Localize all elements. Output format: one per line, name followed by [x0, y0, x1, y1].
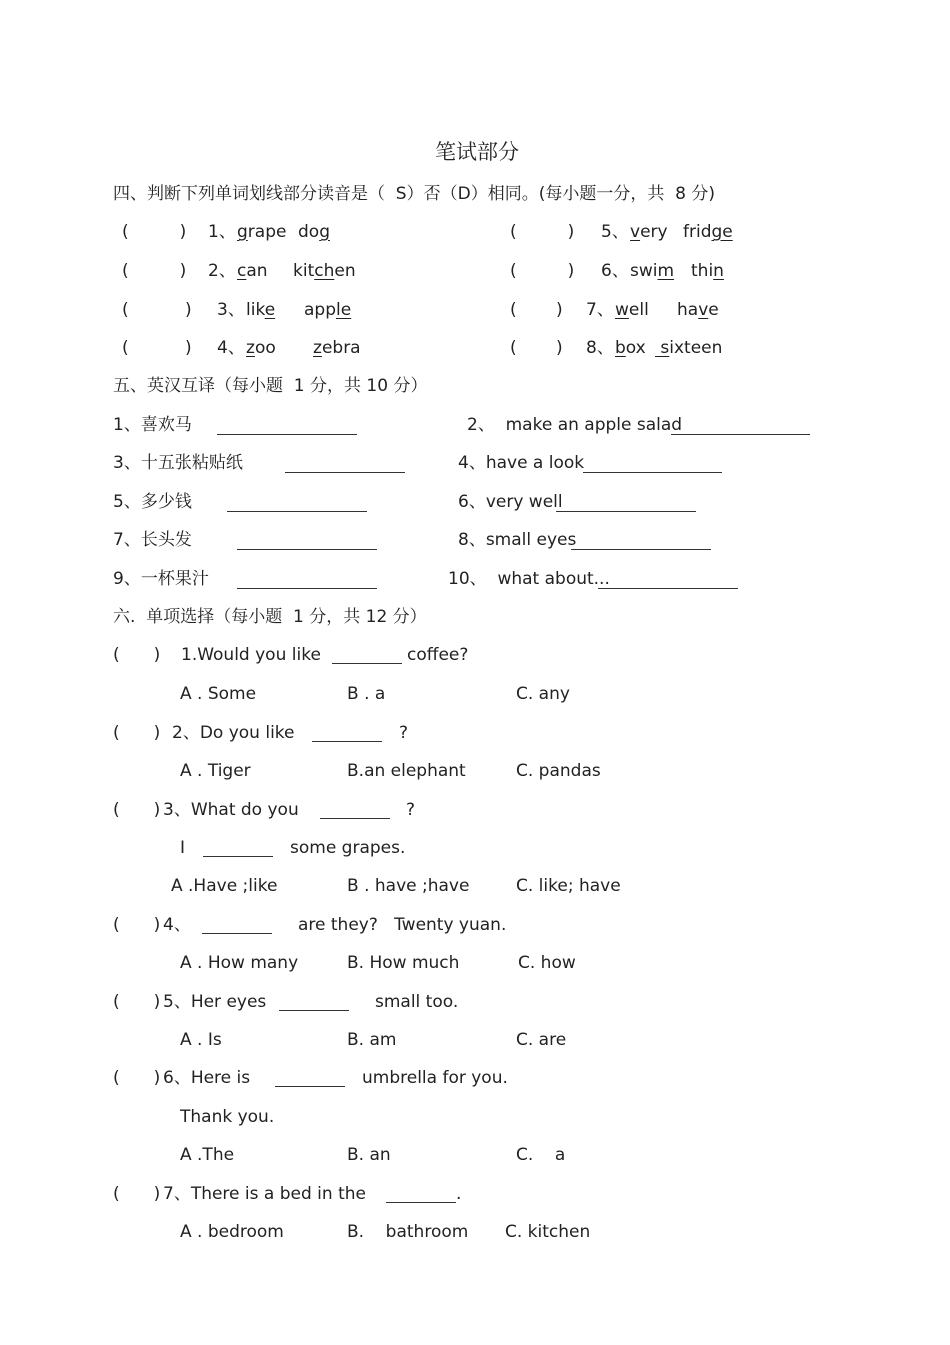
q2-blank	[312, 741, 382, 742]
q4-option-c[interactable]: C. how	[518, 953, 576, 973]
word-part: an	[246, 261, 268, 281]
underlined-letters: m	[657, 261, 675, 281]
judge-item-7-number: 7、	[586, 300, 614, 320]
section-6-heading: 六. 单项选择（每小题 1 分，共 12 分）	[113, 607, 427, 627]
q5-option-b[interactable]: B. am	[347, 1030, 397, 1050]
word-part: ixteen	[669, 338, 723, 358]
judge-item-6-word-1	[630, 261, 674, 281]
judge-item-6-paren[interactable]: ( )	[510, 261, 575, 281]
judge-item-3-word-1	[246, 300, 275, 320]
q7-stem: 7、There is a bed in the	[163, 1184, 366, 1204]
judge-item-4-paren[interactable]: ( )	[122, 338, 192, 358]
q4-stem: 4、	[163, 915, 191, 935]
translate-item-1: 1、喜欢马	[113, 415, 192, 435]
judge-item-1-word-1	[237, 222, 286, 242]
word-part: ox	[625, 338, 646, 358]
q5-blank	[279, 1010, 349, 1011]
judge-item-2-word-2	[293, 261, 356, 281]
q4-stem-end: are they? Twenty yuan.	[298, 915, 507, 935]
judge-item-2-number: 2、	[208, 261, 236, 281]
q1-option-a[interactable]: A . Some	[180, 684, 257, 704]
q3-option-b[interactable]: B . have ;have	[347, 876, 470, 896]
judge-item-7-word-2	[677, 300, 719, 320]
judge-item-3-paren[interactable]: ( )	[122, 300, 192, 320]
judge-item-5-number: 5、	[601, 222, 629, 242]
q3-line2-start: I	[180, 838, 186, 858]
q4-option-a[interactable]: A . How many	[180, 953, 299, 973]
underlined-letters: s	[655, 338, 670, 358]
word-part: en	[334, 261, 356, 281]
q5-stem: 5、Her eyes	[163, 992, 267, 1012]
answer-blank[interactable]	[571, 549, 711, 550]
q6-stem: 6、Here is	[163, 1068, 251, 1088]
answer-blank[interactable]	[237, 549, 377, 550]
word-part: kit	[293, 261, 315, 281]
judge-item-1-number: 1、	[208, 222, 236, 242]
q2-option-a[interactable]: A . Tiger	[180, 761, 251, 781]
q3-stem: 3、What do you	[163, 800, 299, 820]
q3-option-a[interactable]: A .Have ;like	[171, 876, 278, 896]
q1-option-b[interactable]: B . a	[347, 684, 386, 704]
q7-blank	[386, 1202, 456, 1203]
q3-blank-2	[203, 856, 273, 857]
answer-blank[interactable]	[583, 472, 722, 473]
q4-blank	[202, 933, 272, 934]
q6-blank	[275, 1086, 345, 1087]
translate-item-10: 10、 what about...	[448, 569, 610, 589]
word-part: swi	[630, 261, 658, 281]
underlined-letters: le	[336, 300, 352, 320]
underlined-letters: c	[237, 261, 247, 281]
q2-option-b[interactable]: B.an elephant	[347, 761, 466, 781]
judge-item-5-paren[interactable]: ( )	[510, 222, 575, 242]
answer-blank[interactable]	[556, 511, 696, 512]
q5-option-a[interactable]: A . Is	[180, 1030, 222, 1050]
q6-paren[interactable]: ( )	[113, 1068, 161, 1088]
q1-stem-end: coffee?	[407, 645, 469, 665]
judge-item-6-word-2	[691, 261, 724, 281]
answer-blank[interactable]	[671, 434, 810, 435]
judge-item-2-word-1	[237, 261, 268, 281]
judge-item-4-word-2	[313, 338, 361, 358]
translate-item-9: 9、一杯果汁	[113, 569, 209, 589]
word-part: e	[708, 300, 719, 320]
q2-stem: 2、Do you like	[172, 723, 295, 743]
q6-option-c[interactable]: C. a	[516, 1145, 566, 1165]
page-title: 笔试部分	[435, 140, 519, 164]
underlined-letters: e	[264, 300, 276, 320]
judge-item-8-word-1	[615, 338, 646, 358]
underlined-letters: n	[713, 261, 724, 281]
answer-blank[interactable]	[237, 588, 377, 589]
word-part: frid	[683, 222, 712, 242]
underlined-letters: b	[615, 338, 626, 358]
q3-stem-end: ?	[406, 800, 416, 820]
judge-item-3-word-2	[304, 300, 351, 320]
judge-item-2-paren[interactable]: ( )	[122, 261, 187, 281]
underlined-letters: v	[630, 222, 641, 242]
judge-item-4-word-1	[246, 338, 276, 358]
judge-item-6-number: 6、	[601, 261, 629, 281]
word-part: thi	[691, 261, 714, 281]
underlined-letters: z	[313, 338, 322, 358]
judge-item-5-word-1	[630, 222, 668, 242]
q6-line2: Thank you.	[180, 1107, 275, 1127]
section-5-heading: 五、英汉互译（每小题 1 分，共 10 分）	[113, 376, 428, 396]
q6-stem-end: umbrella for you.	[362, 1068, 508, 1088]
q1-paren[interactable]: ( )	[113, 645, 161, 665]
answer-blank[interactable]	[227, 511, 367, 512]
word-part: lik	[246, 300, 265, 320]
judge-item-5-word-2	[683, 222, 733, 242]
answer-blank[interactable]	[217, 434, 357, 435]
word-part: oo	[254, 338, 276, 358]
judge-item-1-word-2	[298, 222, 330, 242]
word-part: ell	[628, 300, 649, 320]
translate-item-8: 8、small eyes	[458, 530, 577, 550]
q1-stem: 1.Would you like	[181, 645, 321, 665]
q4-option-b[interactable]: B. How much	[347, 953, 460, 973]
translate-item-4: 4、have a look	[458, 453, 585, 473]
section-4-heading: 四、判断下列单词划线部分读音是（ S）否（D）相同。(每小题一分，共 8 分)	[113, 184, 715, 204]
underlined-letters: w	[615, 300, 629, 320]
word-part: rape	[247, 222, 287, 242]
underlined-letters: ge	[711, 222, 733, 242]
q7-stem-end: .	[456, 1184, 462, 1204]
word-part: do	[298, 222, 320, 242]
q3-blank	[320, 818, 390, 819]
underlined-letters: v	[698, 300, 709, 320]
q5-option-c[interactable]: C. are	[516, 1030, 567, 1050]
q2-paren[interactable]: ( )	[113, 723, 161, 743]
q7-option-b[interactable]: B. bathroom	[347, 1222, 469, 1242]
q6-option-b[interactable]: B. an	[347, 1145, 391, 1165]
q7-option-c[interactable]: C. kitchen	[505, 1222, 591, 1242]
q5-stem-end: small too.	[375, 992, 459, 1012]
word-part: ery	[640, 222, 668, 242]
underlined-letters: ch	[314, 261, 335, 281]
q3-line2-end: some grapes.	[290, 838, 406, 858]
q3-option-c[interactable]: C. like; have	[516, 876, 621, 896]
judge-item-8-number: 8、	[586, 338, 614, 358]
translate-item-2: 2、 make an apple salad	[467, 415, 683, 435]
answer-blank[interactable]	[598, 588, 738, 589]
q6-option-a[interactable]: A .The	[180, 1145, 235, 1165]
q2-option-c[interactable]: C. pandas	[516, 761, 601, 781]
word-part: ha	[677, 300, 699, 320]
q5-paren[interactable]: ( )	[113, 992, 161, 1012]
q2-stem-end: ?	[399, 723, 409, 743]
translate-item-5: 5、多少钱	[113, 492, 192, 512]
underlined-letters: g	[237, 222, 248, 242]
underlined-letters: z	[246, 338, 255, 358]
judge-item-3-number: 3、	[217, 300, 245, 320]
translate-item-7: 7、长头发	[113, 530, 192, 550]
judge-item-8-word-2	[655, 338, 722, 358]
judge-item-7-paren[interactable]: ( )	[510, 300, 563, 320]
word-part: app	[304, 300, 336, 320]
underlined-letters: g	[319, 222, 330, 242]
judge-item-8-paren[interactable]: ( )	[510, 338, 563, 358]
judge-item-4-number: 4、	[217, 338, 245, 358]
word-part: ebra	[321, 338, 361, 358]
translate-item-6: 6、very well	[458, 492, 563, 512]
q7-paren[interactable]: ( )	[113, 1184, 161, 1204]
q7-option-a[interactable]: A . bedroom	[180, 1222, 284, 1242]
q1-blank	[332, 663, 402, 664]
judge-item-7-word-1	[615, 300, 649, 320]
translate-item-3: 3、十五张粘贴纸	[113, 453, 243, 473]
q3-paren[interactable]: ( )	[113, 800, 161, 820]
q4-paren[interactable]: ( )	[113, 915, 161, 935]
q1-option-c[interactable]: C. any	[516, 684, 570, 704]
answer-blank[interactable]	[285, 472, 405, 473]
judge-item-1-paren[interactable]: ( )	[122, 222, 187, 242]
